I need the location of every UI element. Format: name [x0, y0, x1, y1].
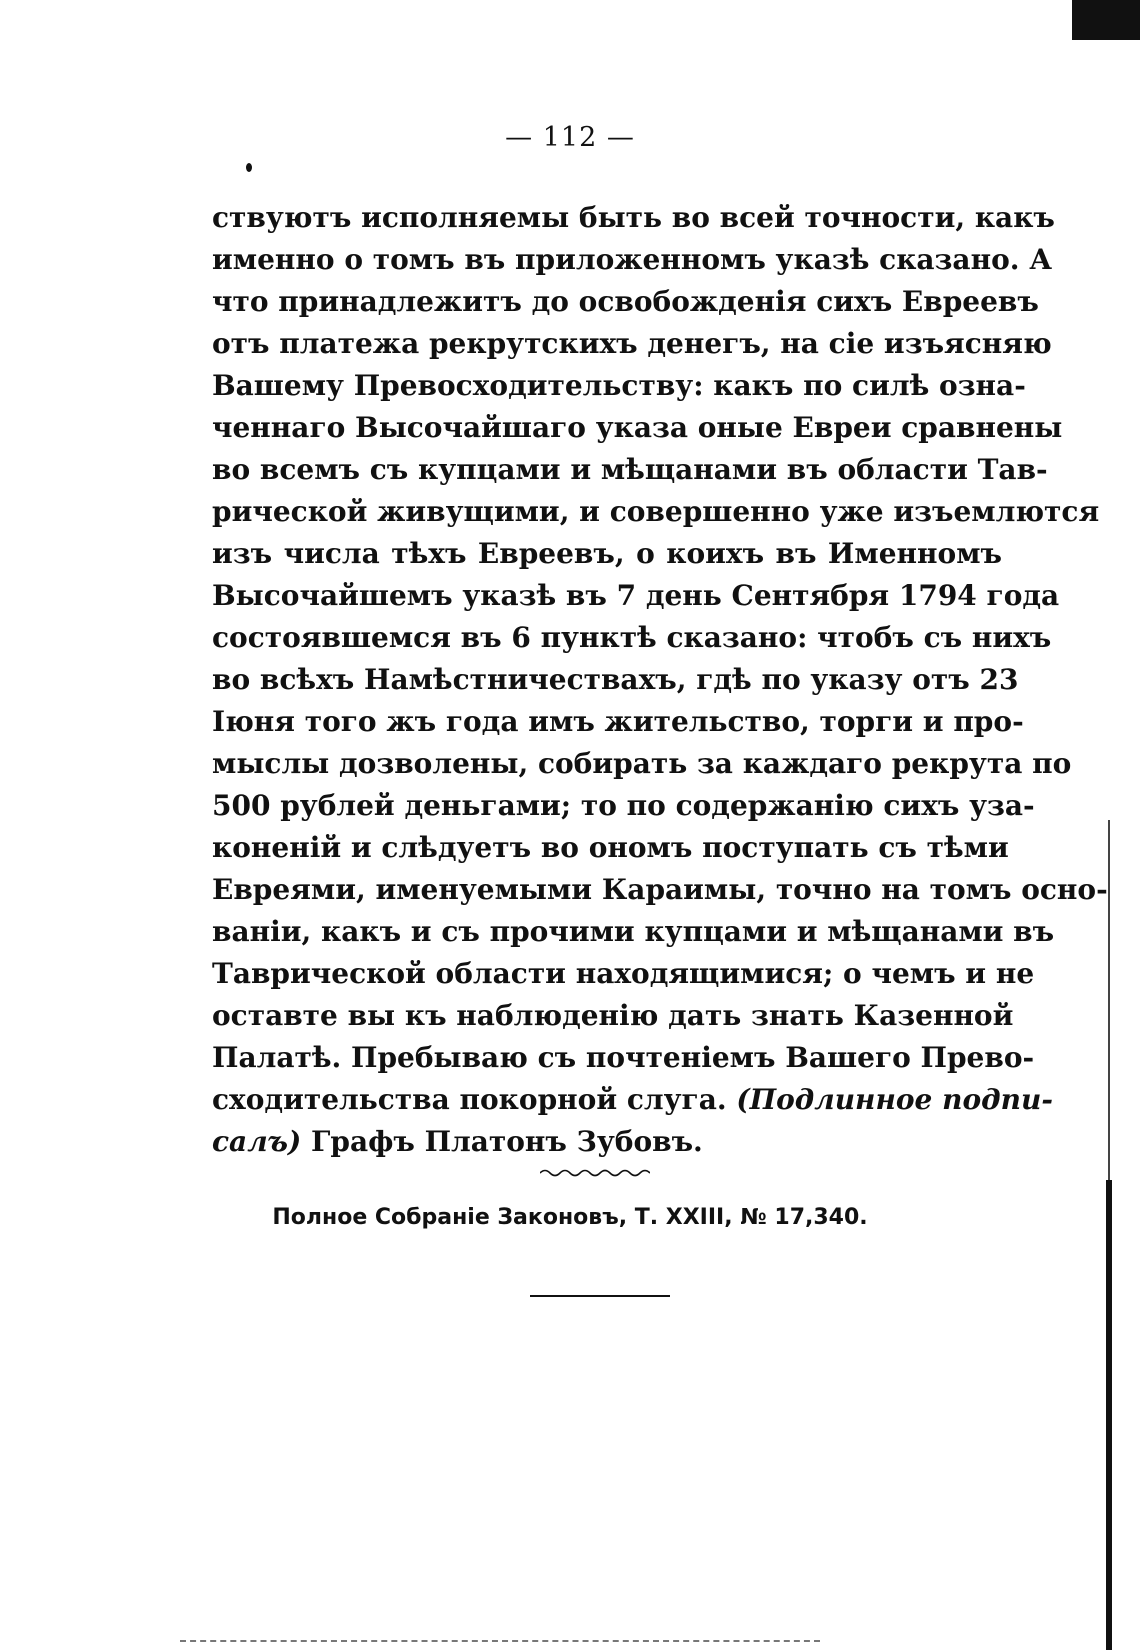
scan-bottom-edge [180, 1640, 820, 1642]
end-rule [530, 1295, 670, 1297]
signature-note-end: салъ) [212, 1125, 302, 1158]
text-line: Іюня того жъ года имъ жительство, торги и про- [212, 705, 1024, 738]
text-line: во всѣхъ Намѣстничествахъ, гдѣ по указу отъ 23 [212, 663, 1019, 696]
text-line: ствуютъ исполняемы быть во всей точности, какъ [212, 201, 1055, 234]
text-line: мыслы дозволены, собирать за каждаго рекрута по [212, 747, 1072, 780]
closing-phrase: сходительства покорной слуга. [212, 1083, 727, 1116]
scan-edge-bar [1106, 1180, 1112, 1650]
text-line: во всемъ съ купцами и мѣщанами въ области Тав- [212, 453, 1048, 486]
text-line: Высочайшемъ указѣ въ 7 день Сентября 1794 года [212, 579, 1060, 612]
text-line-mixed [212, 1079, 1053, 1121]
text-line-signature [212, 1121, 1002, 1163]
text-line: коненій и слѣдуетъ во ономъ поступать съ тѣми [212, 831, 1009, 864]
text-line: изъ числа тѣхъ Евреевъ, о коихъ въ Именномъ [212, 537, 1002, 570]
text-line: Палатѣ. Пребываю съ почтеніемъ Вашего Прево- [212, 1041, 1035, 1074]
signatory: Графъ Платонъ Зубовъ. [311, 1125, 703, 1158]
text-line: ваніи, какъ и съ прочими купцами и мѣщанами въ [212, 915, 1055, 948]
text-line: ченнаго Высочайшаго указа оные Евреи сравнены [212, 411, 1063, 444]
scan-edge-mark [1072, 0, 1140, 40]
text-line: 500 рублей деньгами; то по содержанію сихъ уза- [212, 789, 1035, 822]
text-line: что принадлежитъ до освобожденія сихъ Евреевъ [212, 285, 1039, 318]
text-line: отъ платежа рекрутскихъ денегъ, на сіе изъясняю [212, 327, 1052, 360]
ink-dot [246, 163, 252, 172]
source-citation: Полное Собраніе Законовъ, Т. XXIII, № 17,340. [272, 1205, 868, 1230]
text-line: Вашему Превосходительству: какъ по силѣ озна- [212, 369, 1026, 402]
body-text [212, 197, 1108, 1163]
scan-edge-line [1108, 820, 1110, 1180]
text-line: состоявшемся въ 6 пунктѣ сказано: чтобъ съ нихъ [212, 621, 1052, 654]
text-line: оставте вы къ наблюденію дать знать Казенной [212, 999, 1014, 1032]
page-number: — 112 — [505, 122, 635, 153]
text-line: именно о томъ въ приложенномъ указѣ сказано. А [212, 243, 1053, 276]
wavy-divider [540, 1168, 650, 1178]
signature-note: (Подлинное подпи- [736, 1083, 1053, 1116]
text-line: Евреями, именуемыми Караимы, точно на томъ осно- [212, 873, 1108, 906]
text-line: рической живущими, и совершенно уже изъемлются [212, 495, 1100, 528]
text-line: Таврической области находящимися; о чемъ и не [212, 957, 1035, 990]
